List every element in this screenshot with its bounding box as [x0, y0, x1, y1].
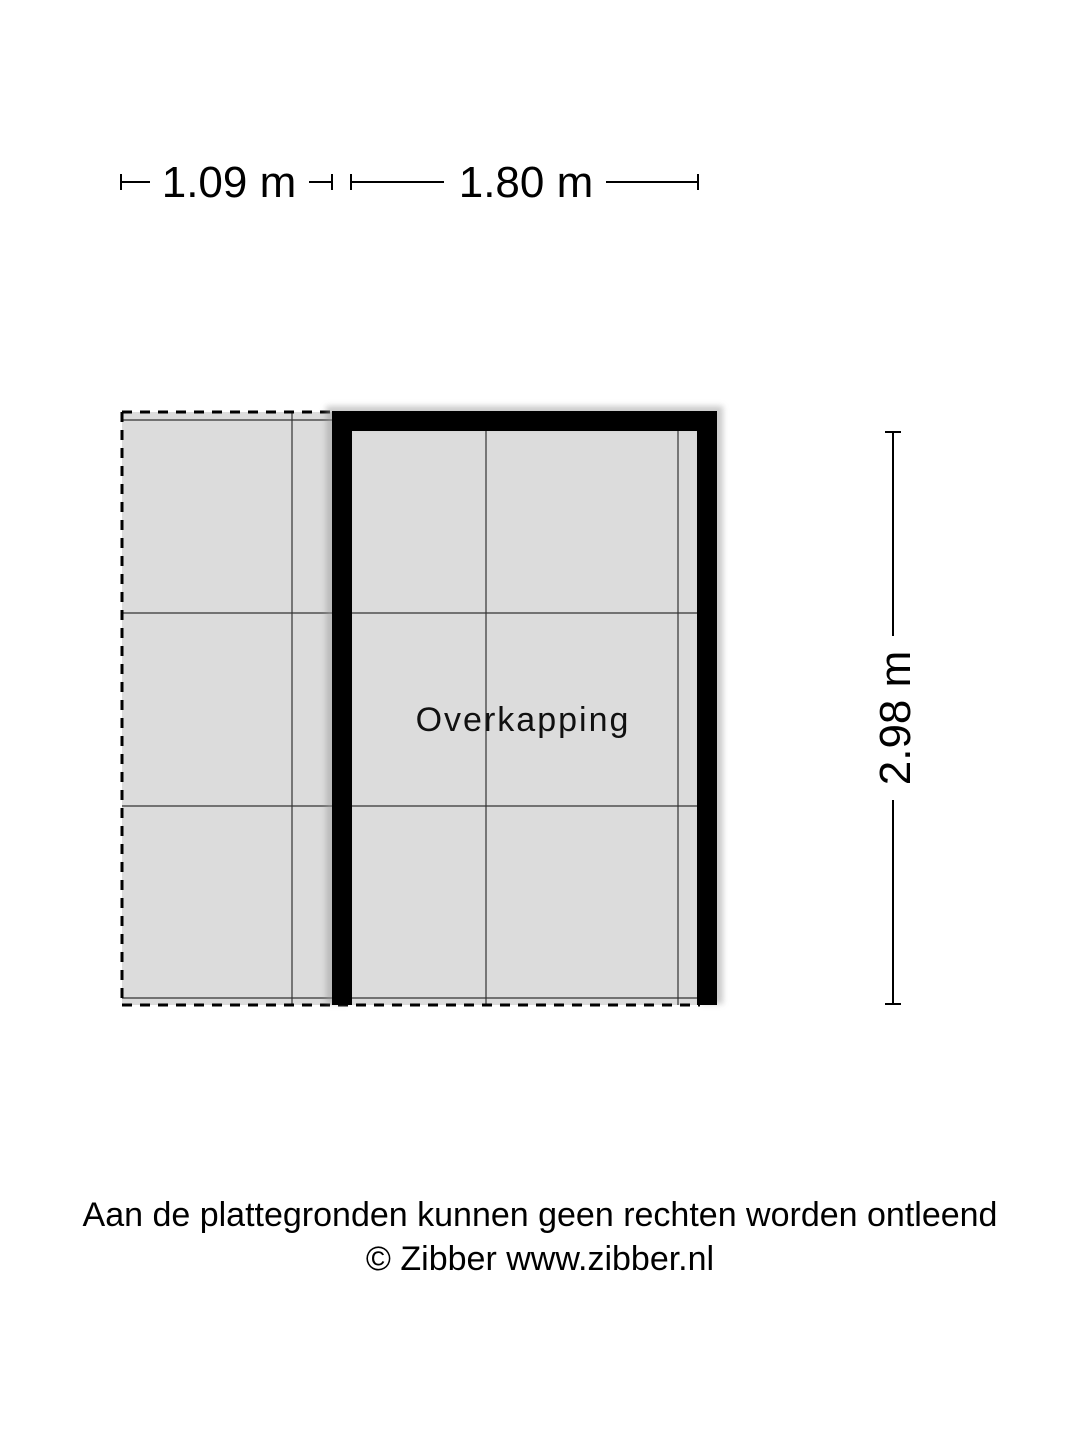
dimension-height-label: 2.98 m [871, 650, 920, 786]
disclaimer-text: Aan de plattegronden kunnen geen rechten worden ontleend [82, 1196, 998, 1234]
terrace-floor [122, 412, 336, 1005]
room-label: Overkapping [415, 701, 631, 739]
dimension-left-width-label: 1.09 m [161, 158, 297, 207]
copyright-text: © Zibber www.zibber.nl [365, 1240, 715, 1278]
dimension-right-width-label: 1.80 m [458, 158, 594, 207]
